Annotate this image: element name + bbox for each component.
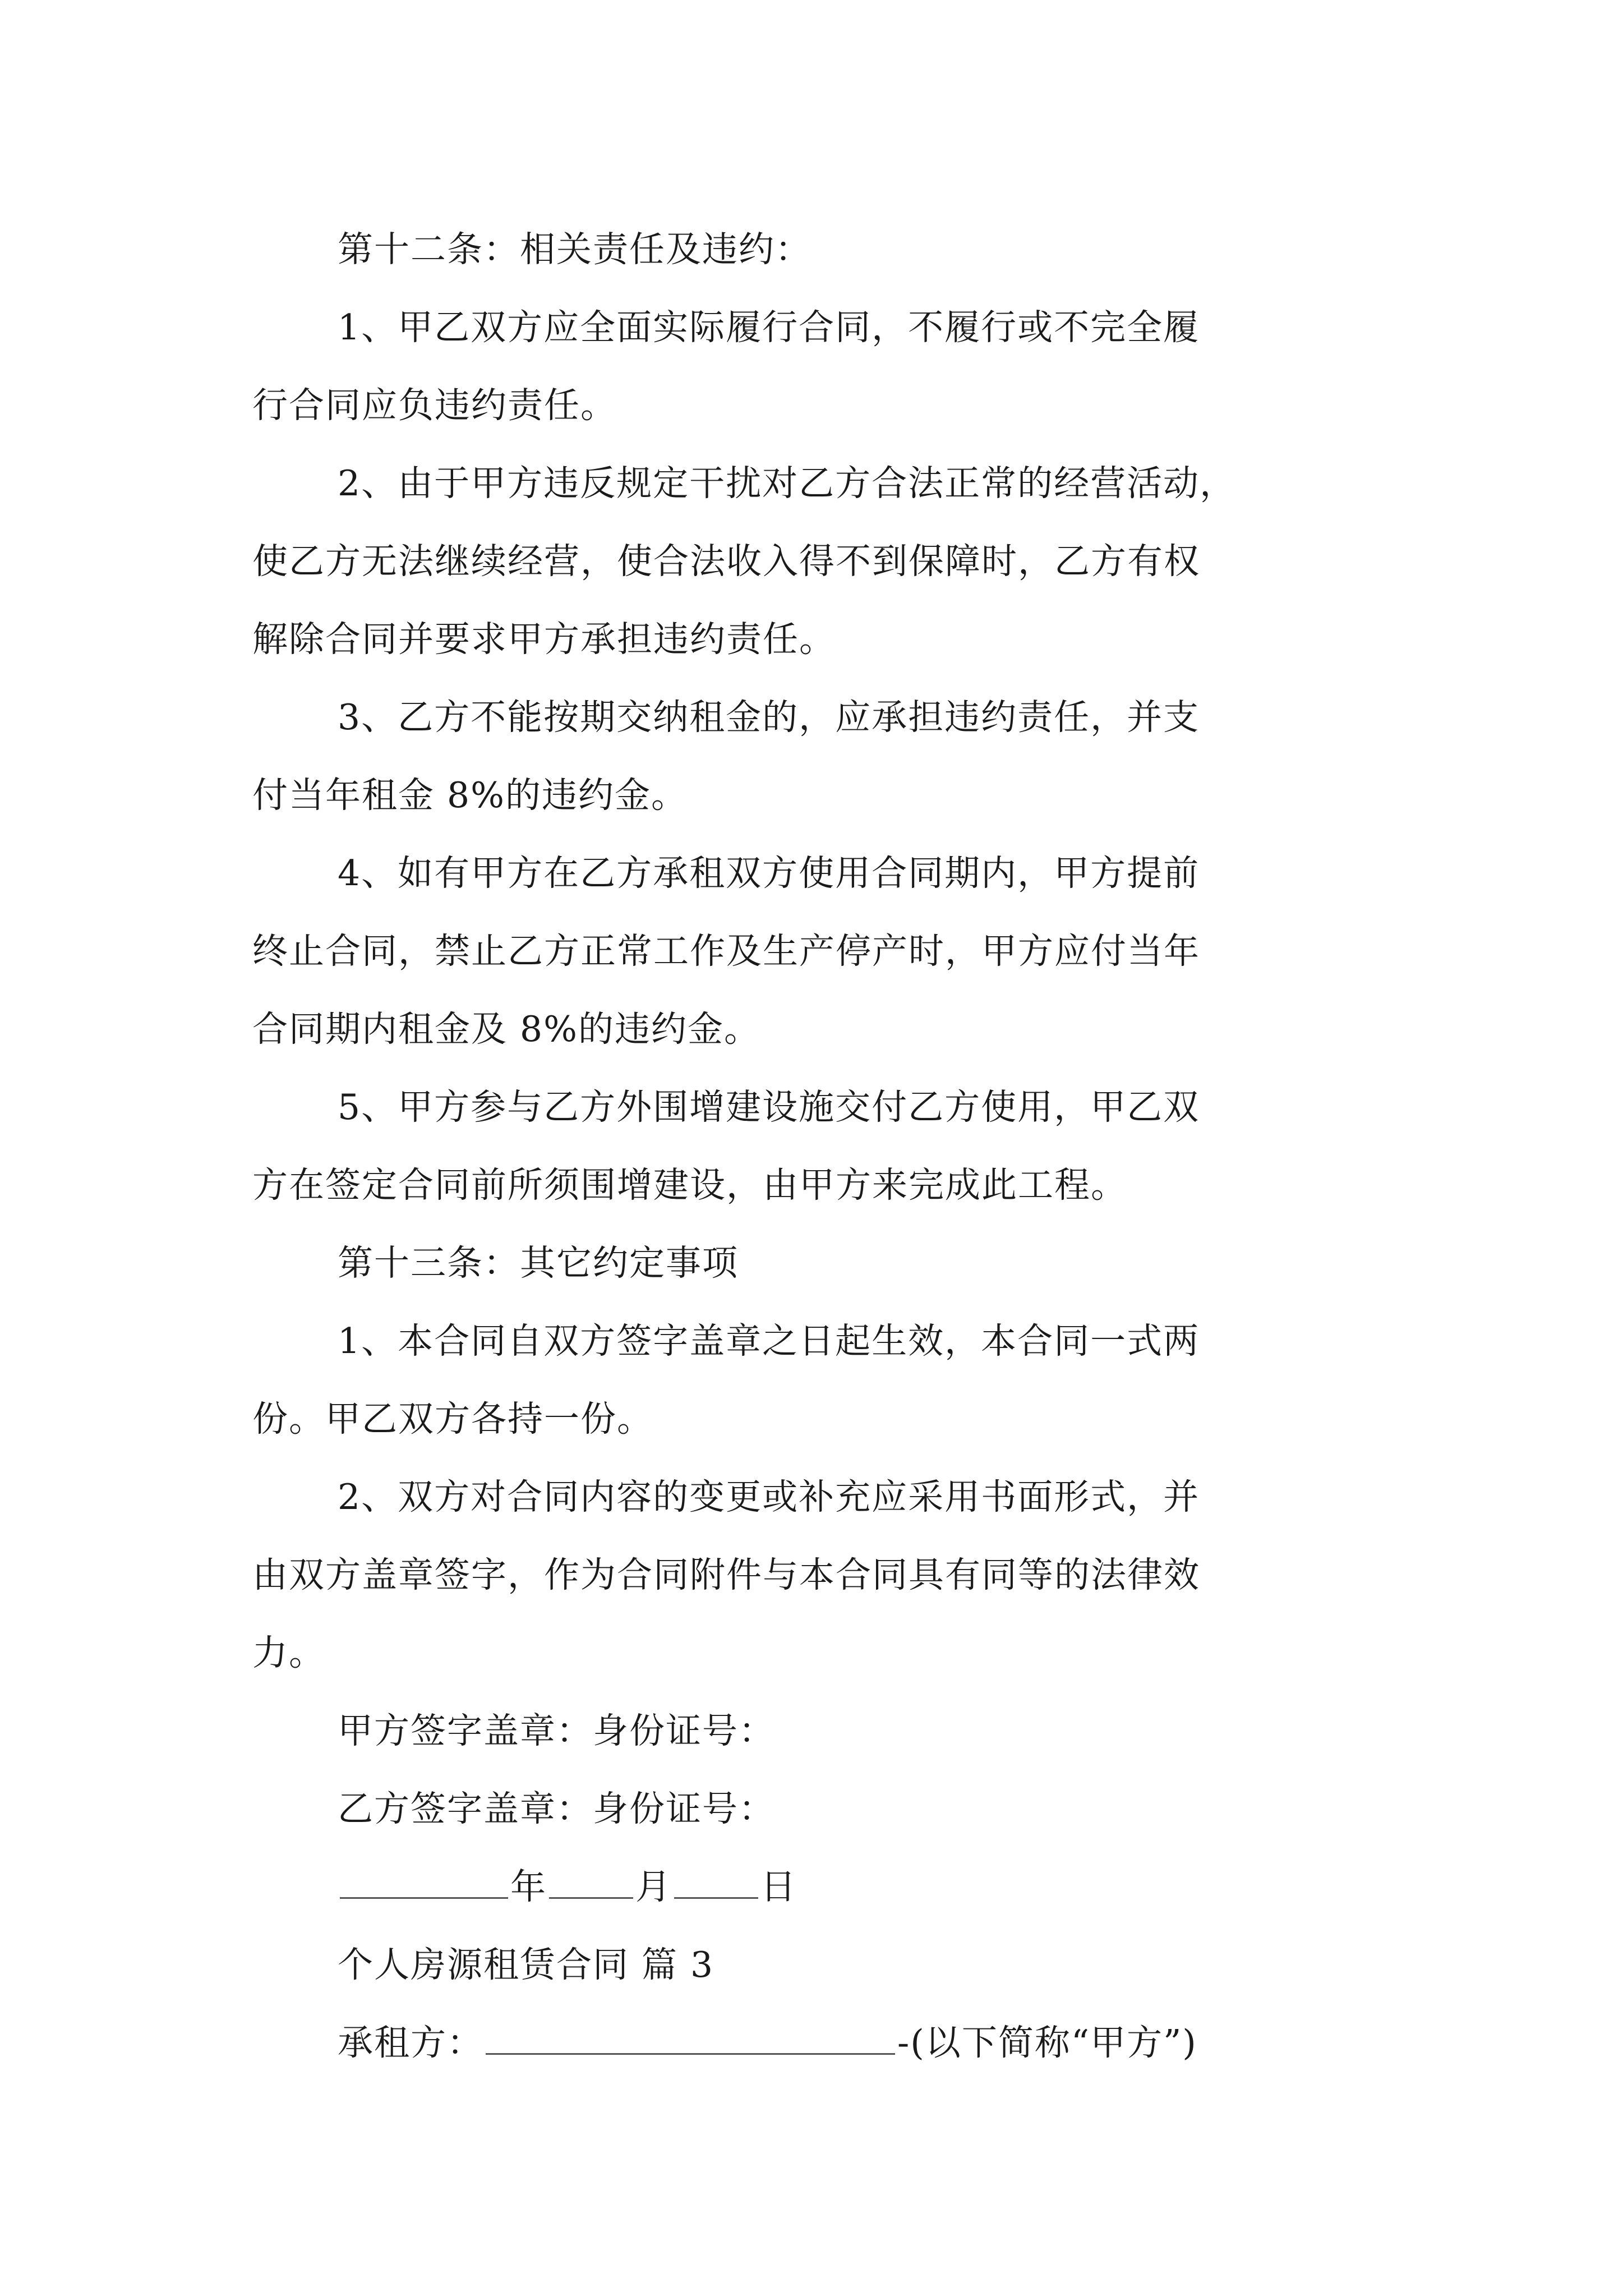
article-12-item-1-line-2: 行合同应负违约责任。 — [252, 385, 617, 426]
lessee-suffix: -(以下简称“甲方”) — [897, 2022, 1197, 2063]
month-label: 月 — [635, 1866, 672, 1907]
article-12-item-2-line-3: 解除合同并要求甲方承担违约责任。 — [252, 619, 836, 660]
article-12-item-1-line-1: 1、甲乙双方应全面实际履行合同，不履行或不完全履 — [338, 307, 1200, 348]
article-13-item-2-line-3: 力。 — [252, 1632, 325, 1673]
day-blank[interactable] — [674, 1868, 758, 1899]
article-13-item-2-line-2: 由双方盖章签字，作为合同附件与本合同具有同等的法律效 — [252, 1554, 1200, 1595]
party-a-signature-line: 甲方签字盖章：身份证号： — [338, 1710, 775, 1751]
signature-date-line — [252, 1848, 1380, 1926]
day-label: 日 — [760, 1866, 797, 1907]
article-12-item-4-line-1: 4、如有甲方在乙方承租双方使用合同期内，甲方提前 — [338, 853, 1200, 894]
article-12-item-2-line-1: 2、由于甲方违反规定干扰对乙方合法正常的经营活动， — [338, 463, 1237, 504]
article-13-item-1-line-1: 1、本合同自双方签字盖章之日起生效，本合同一式两 — [338, 1320, 1200, 1361]
month-blank[interactable] — [549, 1868, 633, 1899]
lessee-line — [252, 2004, 1380, 2082]
article-12-item-3-line-1: 3、乙方不能按期交纳租金的，应承担违约责任，并支 — [338, 697, 1200, 738]
article-12-item-5-line-1: 5、甲方参与乙方外围增建设施交付乙方使用，甲乙双 — [338, 1087, 1200, 1128]
article-12-item-4-line-2: 终止合同，禁止乙方正常工作及生产停产时，甲方应付当年 — [252, 931, 1200, 972]
year-blank[interactable] — [340, 1868, 508, 1899]
article-12-item-4-line-3: 合同期内租金及 8%的违约金。 — [252, 1009, 760, 1050]
article-13-item-1-line-2: 份。甲乙双方各持一份。 — [252, 1398, 653, 1439]
article-12-item-2-line-2: 使乙方无法继续经营，使合法收入得不到保障时，乙方有权 — [252, 541, 1200, 582]
article-13-heading: 第十三条：其它约定事项 — [338, 1243, 739, 1283]
contract-3-title: 个人房源租赁合同 篇 3 — [338, 1944, 714, 1985]
year-label: 年 — [510, 1866, 547, 1907]
party-b-signature-line: 乙方签字盖章：身份证号： — [338, 1788, 775, 1829]
lessee-name-blank[interactable] — [486, 2024, 895, 2055]
article-12-item-5-line-2: 方在签定合同前所须围增建设，由甲方来完成此工程。 — [252, 1165, 1127, 1205]
article-12-item-3-line-2: 付当年租金 8%的违约金。 — [252, 775, 688, 816]
article-13-item-2-line-1: 2、双方对合同内容的变更或补充应采用书面形式，并 — [338, 1476, 1200, 1517]
article-12-heading: 第十二条：相关责任及违约： — [338, 229, 811, 270]
lessee-label: 承租方： — [338, 2022, 483, 2063]
contract-text — [252, 210, 1380, 2082]
